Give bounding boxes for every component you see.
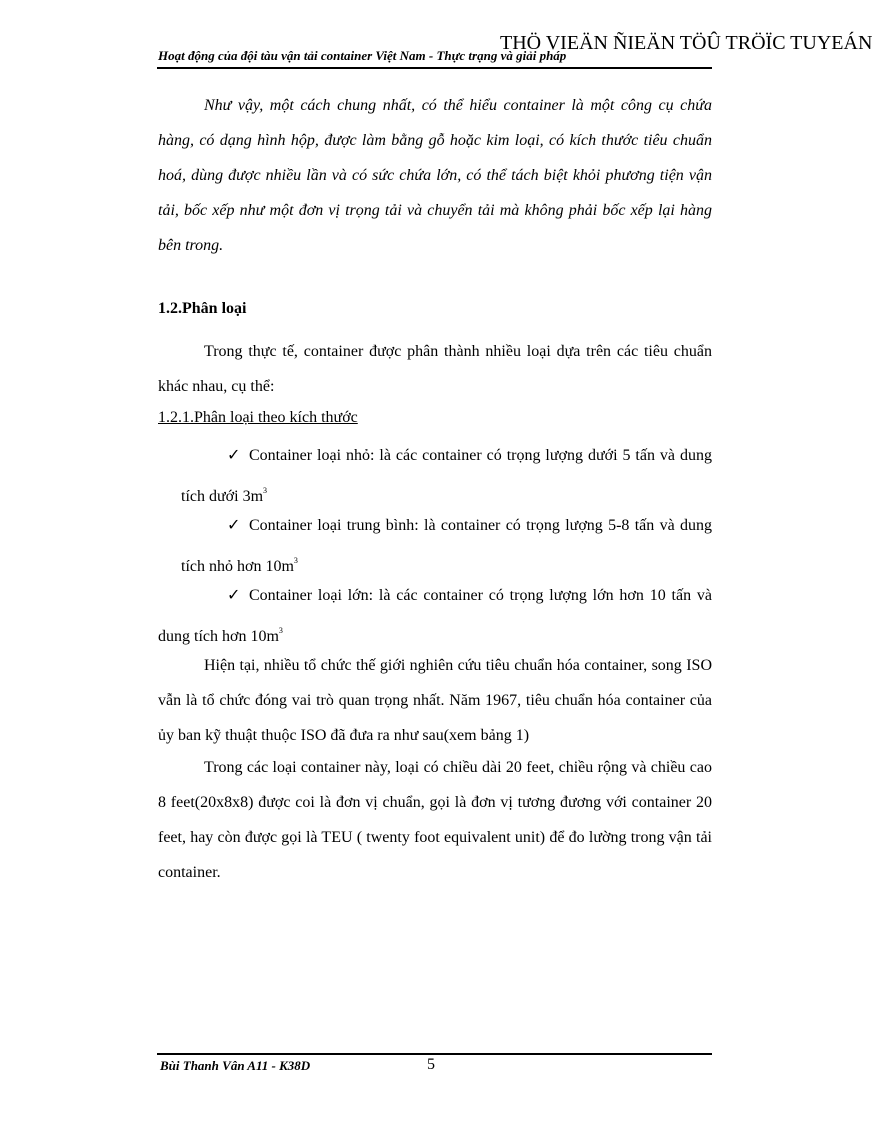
watermark: THÖ VIEÄN ÑIEÄN TÖÛ TRÖÏC TUYEÁN (500, 32, 872, 54)
page-number: 5 (427, 1056, 435, 1073)
check-icon: ✓ (227, 447, 241, 464)
superscript: 3 (278, 626, 283, 635)
footer-rule (157, 1053, 712, 1055)
subsection-heading: 1.2.1.Phân loại theo kích thước (158, 409, 358, 426)
section-heading: 1.2.Phân loại (158, 300, 247, 317)
intro-paragraph: Như vậy, một cách chung nhất, có thể hiểu container là một công cụ chứa hàng, có dạng hình hộp, được làm bằng gỗ hoặc kim loại, có kích thước tiêu chuẩn hoá, dùng được nhiều lần và có sức chứa lớn, có thể tách biệt khỏi phương tiện vận tải, bốc xếp như một đơn vị trọng tải và chuyển tải mà không phải bốc xếp lại hàng bên trong. (158, 97, 712, 254)
superscript: 3 (293, 556, 298, 565)
paragraph-iso: Hiện tại, nhiều tổ chức thế giới nghiên cứu tiêu chuẩn hóa container, song ISO vẫn là tổ chức đóng vai trò quan trọng nhất. Năm 1967, tiêu chuẩn hóa container của ủy ban kỹ thuật thuộc ISO đã đưa ra như sau(xem bảng 1) (158, 657, 712, 744)
paragraph-teu: Trong các loại container này, loại có chiều dài 20 feet, chiều rộng và chiều cao 8 feet(20x8x8) được coi là đơn vị chuẩn, gọi là đơn vị tương đương với container 20 feet, hay còn được gọi là TEU ( twenty foot equivalent unit) để đo lường trong vận tải container. (158, 759, 712, 881)
check-icon: ✓ (227, 517, 241, 534)
bullet-item-large (158, 578, 712, 654)
header-rule (157, 67, 712, 69)
footer-author: Bùi Thanh Vân A11 - K38D (160, 1058, 311, 1073)
bullet-text: Container loại lớn: là các container có trọng lượng lớn hơn 10 tấn và dung tích hơn 10m (158, 587, 712, 645)
superscript: 3 (263, 486, 268, 495)
bullet-item-medium (181, 508, 712, 584)
bullet-text: Container loại nhỏ: là các container có trọng lượng dưới 5 tấn và dung tích dưới 3m (181, 447, 712, 505)
section-intro: Trong thực tế, container được phân thành nhiều loại dựa trên các tiêu chuẩn khác nhau, cụ thể: (158, 343, 712, 395)
bullet-item-small (181, 438, 712, 514)
check-icon: ✓ (227, 587, 241, 604)
header-title: Hoạt động của đội tàu vận tải container Việt Nam - Thực trạng và giải pháp (158, 48, 567, 63)
bullet-text: Container loại trung bình: là container có trọng lượng 5-8 tấn và dung tích nhỏ hơn 10m (181, 517, 712, 575)
